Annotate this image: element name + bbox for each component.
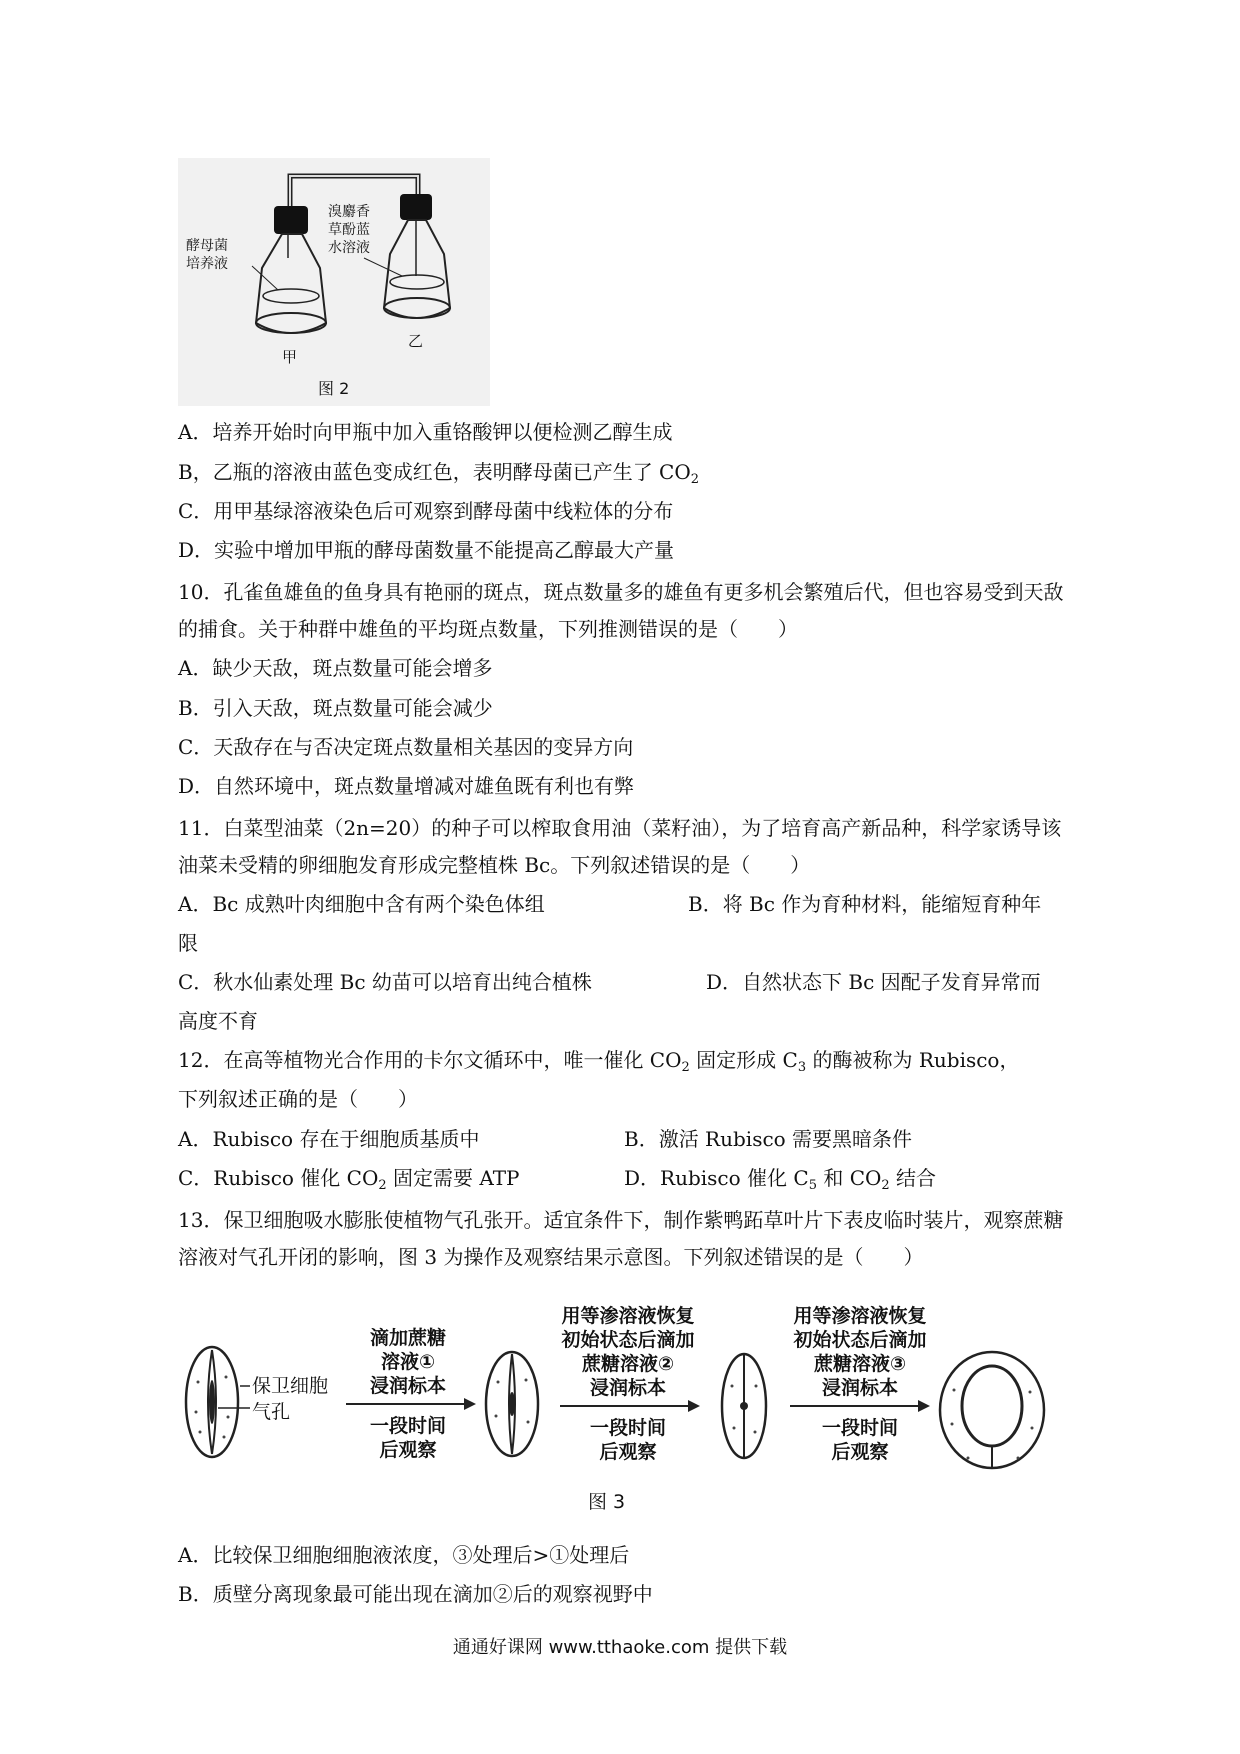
q11-stem: 11．白菜型油菜（2n=20）的种子可以榨取食用油（菜籽油），为了培育高产新品种，科学家诱导该油菜未受精的卵细胞发育形成完整植株 Bc。下列叙述错误的是（ ） bbox=[178, 816, 1062, 877]
q12-stem: 12．在高等植物光合作用的卡尔文循环中，唯一催化 $CO_2$ 固定形成 $C_3$ 的酶被称为 Rubisco， bbox=[178, 1048, 1020, 1075]
label-flask-a: 甲 bbox=[282, 348, 298, 366]
label-guard-cell: 保卫细胞 bbox=[252, 1375, 329, 1397]
q12-option-d: D．Rubisco 催化 $C_5$ 和 $CO_2$ 结合 bbox=[624, 1166, 937, 1193]
q13-stem: 13．保卫细胞吸水膨胀使植物气孔张开。适宜条件下，制作紫鸭跖草叶片下表皮临时装片，观察蔗糖溶液对气孔开闭的影响，图 3 为操作及观察结果示意图。下列叙述错误的是（ ） bbox=[178, 1208, 1064, 1269]
step3-text-5: 一段时间 bbox=[821, 1417, 899, 1439]
figure-2-yeast-fermentation bbox=[178, 158, 490, 406]
step1-text-5: 后观察 bbox=[379, 1439, 437, 1461]
stoma-after-solution-2 bbox=[722, 1354, 766, 1458]
step2-text-2: 初始状态后滴加 bbox=[561, 1329, 695, 1351]
label-btb-3: 水溶液 bbox=[328, 240, 370, 256]
step2-text-5: 一段时间 bbox=[589, 1417, 667, 1439]
q10-stem: 10．孔雀鱼雄鱼的鱼身具有艳丽的斑点，斑点数量多的雄鱼有更多机会繁殖后代，但也容易受到天敌的捕食。关于种群中雄鱼的平均斑点数量，下列推测错误的是（ ） bbox=[178, 580, 1064, 641]
q11-option-a: A．Bc 成熟叶肉细胞中含有两个染色体组 bbox=[178, 892, 545, 916]
figure-3-stomata bbox=[178, 1282, 1072, 1520]
q13-option-b: B．质壁分离现象最可能出现在滴加②后的观察视野中 bbox=[178, 1582, 653, 1606]
step1-text-4: 一段时间 bbox=[369, 1415, 447, 1437]
page-footer: 通通好课网 www.tthaoke.com 提供下载 bbox=[452, 1637, 788, 1658]
label-btb-2: 草酚蓝 bbox=[328, 222, 370, 238]
q9-option-c: C．用甲基绿溶液染色后可观察到酵母菌中线粒体的分布 bbox=[178, 499, 674, 523]
flask-a bbox=[256, 206, 326, 333]
q10-option-b: B．引入天敌，斑点数量可能会减少 bbox=[178, 696, 493, 720]
step3-text-6: 后观察 bbox=[831, 1441, 889, 1463]
step2-text-4: 浸润标本 bbox=[589, 1377, 667, 1399]
step3-text-4: 浸润标本 bbox=[821, 1377, 899, 1399]
q12-option-b: B．激活 Rubisco 需要黑暗条件 bbox=[624, 1127, 913, 1151]
label-flask-b: 乙 bbox=[408, 332, 424, 350]
stoma-after-solution-3 bbox=[940, 1352, 1044, 1468]
step1-text-2: 溶液① bbox=[380, 1351, 436, 1373]
stoma-after-solution-1 bbox=[486, 1352, 538, 1456]
q11-option-d: D．自然状态下 Bc 因配子发育异常而 bbox=[706, 970, 1041, 994]
label-pore: 气孔 bbox=[252, 1401, 291, 1423]
label-btb-1: 溴麝香 bbox=[328, 204, 370, 220]
label-yeast-2: 培养液 bbox=[186, 256, 228, 272]
q9-option-a: A．培养开始时向甲瓶中加入重铬酸钾以便检测乙醇生成 bbox=[178, 420, 673, 444]
figure-2-caption: 图 2 bbox=[318, 379, 350, 398]
step2-text-6: 后观察 bbox=[599, 1441, 657, 1463]
step3-text-3: 蔗糖溶液③ bbox=[813, 1353, 907, 1375]
step2-text-3: 蔗糖溶液② bbox=[581, 1353, 675, 1375]
q13-option-a: A．比较保卫细胞细胞液浓度，③处理后>①处理后 bbox=[178, 1543, 630, 1567]
label-yeast-1: 酵母菌 bbox=[186, 238, 228, 254]
q9-option-b: B，乙瓶的溶液由蓝色变成红色，表明酵母菌已产生了 $CO_2$ bbox=[178, 460, 700, 487]
q10-option-a: A．缺少天敌，斑点数量可能会增多 bbox=[178, 656, 493, 680]
q11-option-b: B．将 Bc 作为育种材料，能缩短育种年 bbox=[688, 892, 1042, 916]
step2-text-1: 用等渗溶液恢复 bbox=[561, 1305, 695, 1327]
flask-b bbox=[384, 194, 450, 318]
figure-3-caption: 图 3 bbox=[588, 1491, 626, 1513]
step3-text-2: 初始状态后滴加 bbox=[793, 1329, 927, 1351]
q10-option-d: D．自然环境中，斑点数量增减对雄鱼既有利也有弊 bbox=[178, 774, 635, 798]
q11-option-b-cont: 限 bbox=[178, 931, 198, 955]
q11-option-d-cont: 高度不育 bbox=[178, 1009, 258, 1033]
q9-option-d: D．实验中增加甲瓶的酵母菌数量不能提高乙醇最大产量 bbox=[178, 538, 675, 562]
q11-option-c: C．秋水仙素处理 Bc 幼苗可以培育出纯合植株 bbox=[178, 970, 592, 994]
stoma-initial bbox=[186, 1347, 238, 1457]
step1-text-1: 滴加蔗糖 bbox=[369, 1327, 447, 1349]
q12-stem-line2: 下列叙述正确的是（ ） bbox=[178, 1087, 418, 1111]
step3-text-1: 用等渗溶液恢复 bbox=[793, 1305, 927, 1327]
q12-option-a: A．Rubisco 存在于细胞质基质中 bbox=[178, 1127, 480, 1151]
q12-option-c: C．Rubisco 催化 $CO_2$ 固定需要 ATP bbox=[178, 1166, 520, 1193]
q10-option-c: C．天敌存在与否决定斑点数量相关基因的变异方向 bbox=[178, 735, 634, 759]
step1-text-3: 浸润标本 bbox=[369, 1375, 447, 1397]
